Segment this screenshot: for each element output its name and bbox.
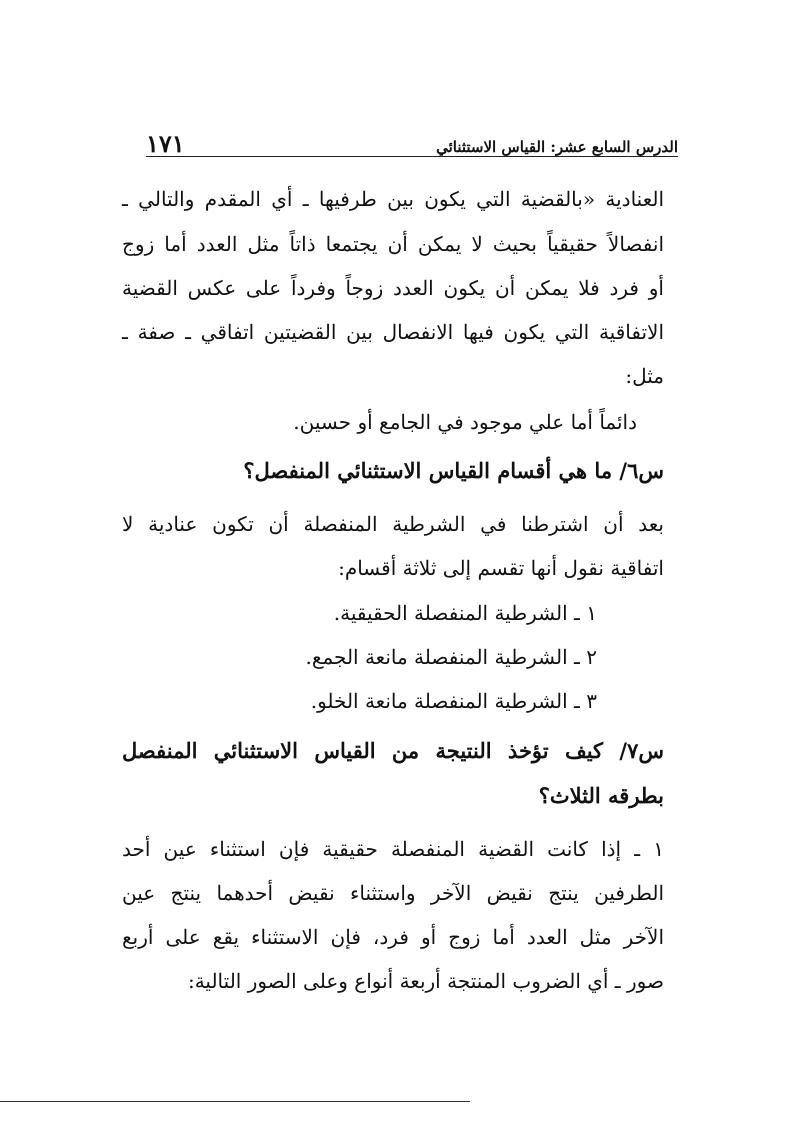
paragraph-line: الآخر مثل العدد أما زوج أو فرد، فإن الاستثناء يقع على أربع	[122, 925, 664, 949]
page-number: ١٧١	[146, 129, 185, 158]
list-item: ٣ ـ الشرطية المنفصلة مانعة الخلو.	[310, 689, 597, 713]
paragraph-line: ١ ـ إذا كانت القضية المنفصلة حقيقية فإن استثناء عين أحد	[122, 837, 664, 861]
footer-divider	[0, 1101, 470, 1102]
paragraph-line: الاتفاقية التي يكون فيها الانفصال بين القضيتين اتفاقي ـ صفة ـ	[122, 320, 664, 344]
header-divider	[146, 156, 678, 157]
question-heading-7-continued: بطرقه الثلاث؟	[538, 783, 664, 808]
paragraph-line: صور ـ أي الضروب المنتجة أربعة أنواع وعلى الصور التالية:	[187, 969, 664, 993]
chapter-title: الدرس السابع عشر: القياس الاستثنائي	[436, 138, 678, 156]
question-heading-7: س٧/ كيف تؤخذ النتيجة من القياس الاستثنائي المنفصل	[122, 738, 664, 763]
paragraph-line: مثل:	[625, 364, 664, 388]
paragraph-line: اتفاقية نقول أنها تقسم إلى ثلاثة أقسام:	[338, 556, 664, 580]
paragraph-line: الطرفين ينتج نقيض الآخر واستثناء نقيض أحدهما ينتج عين	[122, 881, 664, 905]
question-heading-6: س٦/ ما هي أقسام القياس الاستثنائي المنفصل؟	[243, 458, 664, 483]
paragraph-line: أو فرد فلا يمكن أن يكون العدد زوجاً وفرداً على عكس القضية	[122, 276, 664, 300]
running-header	[146, 120, 678, 156]
paragraph-line: بعد أن اشترطنا في الشرطية المنفصلة أن تكون عنادية لا	[122, 512, 664, 536]
example-sentence: دائماً أما علي موجود في الجامع أو حسين.	[293, 410, 637, 434]
list-item: ١ ـ الشرطية المنفصلة الحقيقية.	[333, 601, 597, 625]
list-item: ٢ ـ الشرطية المنفصلة مانعة الجمع.	[305, 645, 597, 669]
paragraph-line: العنادية «بالقضية التي يكون بين طرفيها ـ أي المقدم والتالي ـ	[122, 187, 664, 211]
paragraph-line: انفصالاً حقيقياً بحيث لا يمكن أن يجتمعا ذاتاً مثل العدد أما زوج	[122, 232, 664, 256]
